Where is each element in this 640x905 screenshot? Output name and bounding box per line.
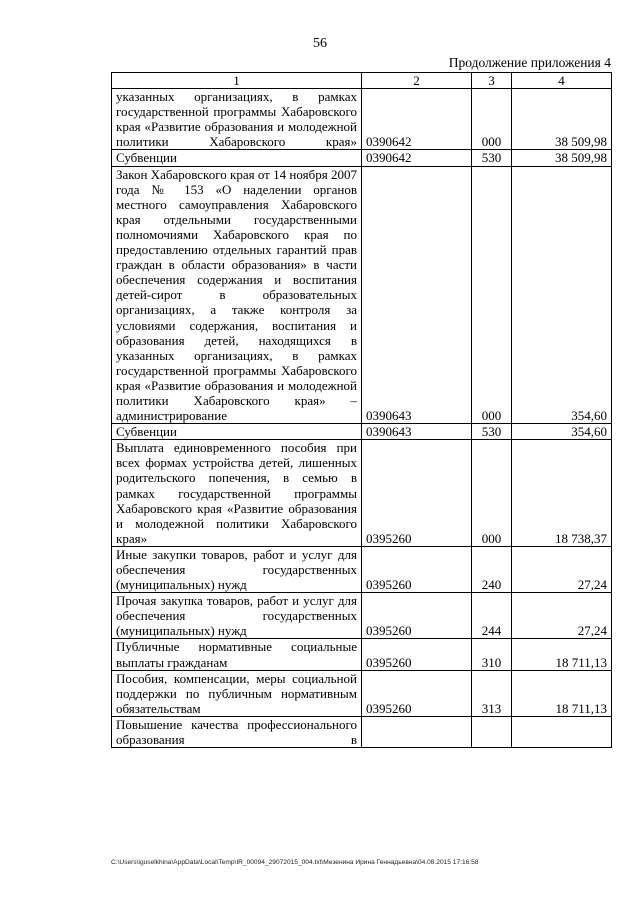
row-code: 0395260 (362, 546, 472, 592)
row-code: 0395260 (362, 593, 472, 639)
row-code: 0390643 (362, 424, 472, 440)
table-row (112, 166, 612, 424)
header-col-4: 4 (512, 73, 612, 89)
row-amount: 18 738,37 (512, 440, 612, 547)
header-col-3: 3 (472, 73, 512, 89)
table-row (112, 89, 612, 150)
header-col-2: 2 (362, 73, 472, 89)
row-amount: 18 711,13 (512, 639, 612, 670)
row-amount (512, 716, 612, 747)
row-description: Выплата единовременного пособия при всех формах устройства детей, лишенных родительского попечения, в семью в рамках государственной программы Хабаровского края «Развитие образования и молодежной политики Хабаровского края» (112, 440, 362, 547)
row-type: 240 (472, 546, 512, 592)
table-row (112, 440, 612, 547)
row-amount: 27,24 (512, 546, 612, 592)
row-type: 000 (472, 166, 512, 424)
row-amount: 18 711,13 (512, 670, 612, 716)
table-row (112, 716, 612, 747)
table-row (112, 670, 612, 716)
page-number: 56 (313, 36, 327, 51)
row-type: 000 (472, 440, 512, 547)
row-description: указанных организациях, в рамках государственной программы Хабаровского края «Развитие образования и молодежной политики Хабаровского края» (112, 89, 362, 150)
row-type: 000 (472, 89, 512, 150)
row-description: Прочая закупка товаров, работ и услуг для обеспечения государственных (муниципальных) нужд (112, 593, 362, 639)
row-type: 244 (472, 593, 512, 639)
row-description: Публичные нормативные социальные выплаты гражданам (112, 639, 362, 670)
row-code: 0390643 (362, 166, 472, 424)
row-amount: 38 509,98 (512, 150, 612, 166)
row-amount: 354,60 (512, 424, 612, 440)
row-description: Пособия, компенсации, меры социальной поддержки по публичным нормативным обязательствам (112, 670, 362, 716)
row-type: 530 (472, 424, 512, 440)
row-type: 530 (472, 150, 512, 166)
row-type (472, 716, 512, 747)
row-amount: 354,60 (512, 166, 612, 424)
table-row (112, 593, 612, 639)
row-description: Субвенции (112, 424, 362, 440)
header-col-1: 1 (112, 73, 362, 89)
row-amount: 38 509,98 (512, 89, 612, 150)
row-code: 0395260 (362, 670, 472, 716)
table-row (112, 546, 612, 592)
table-row (112, 150, 612, 166)
table-header-row (112, 73, 612, 89)
row-type: 313 (472, 670, 512, 716)
row-amount: 27,24 (512, 593, 612, 639)
row-type: 310 (472, 639, 512, 670)
table-row (112, 639, 612, 670)
table-row (112, 424, 612, 440)
budget-table (111, 72, 612, 748)
row-description: Повышение качества профессионального образования в (112, 716, 362, 747)
row-code (362, 716, 472, 747)
row-code: 0395260 (362, 639, 472, 670)
footer-file-path: C:\Users\iguselkhina\AppData\Local\Temp\IR_00094_29072015_004.txt\Мезенина Ирина Геннадьевна\04.08.2015 17:16:58 (111, 859, 479, 866)
row-code: 0390642 (362, 150, 472, 166)
row-code: 0395260 (362, 440, 472, 547)
continuation-label: Продолжение приложения 4 (448, 55, 611, 70)
row-description: Субвенции (112, 150, 362, 166)
row-description: Закон Хабаровского края от 14 ноября 2007 года № 153 «О наделении органов местного самоуправления Хабаровского края отдельными государственными полномочиями Хабаровского края по предоставлению отдельных гарантий прав граждан в области образования» в части обеспечения содержания и воспитания детей-сирот в образовательных организациях, а также контроля за условиями содержания, воспитания и образования детей, находящихся в указанных организациях, в рамках государственной программы Хабаровского края «Развитие образования и молодежной политики Хабаровского края» – администрирование (112, 166, 362, 424)
row-description: Иные закупки товаров, работ и услуг для обеспечения государственных (муниципальных) нужд (112, 546, 362, 592)
row-code: 0390642 (362, 89, 472, 150)
